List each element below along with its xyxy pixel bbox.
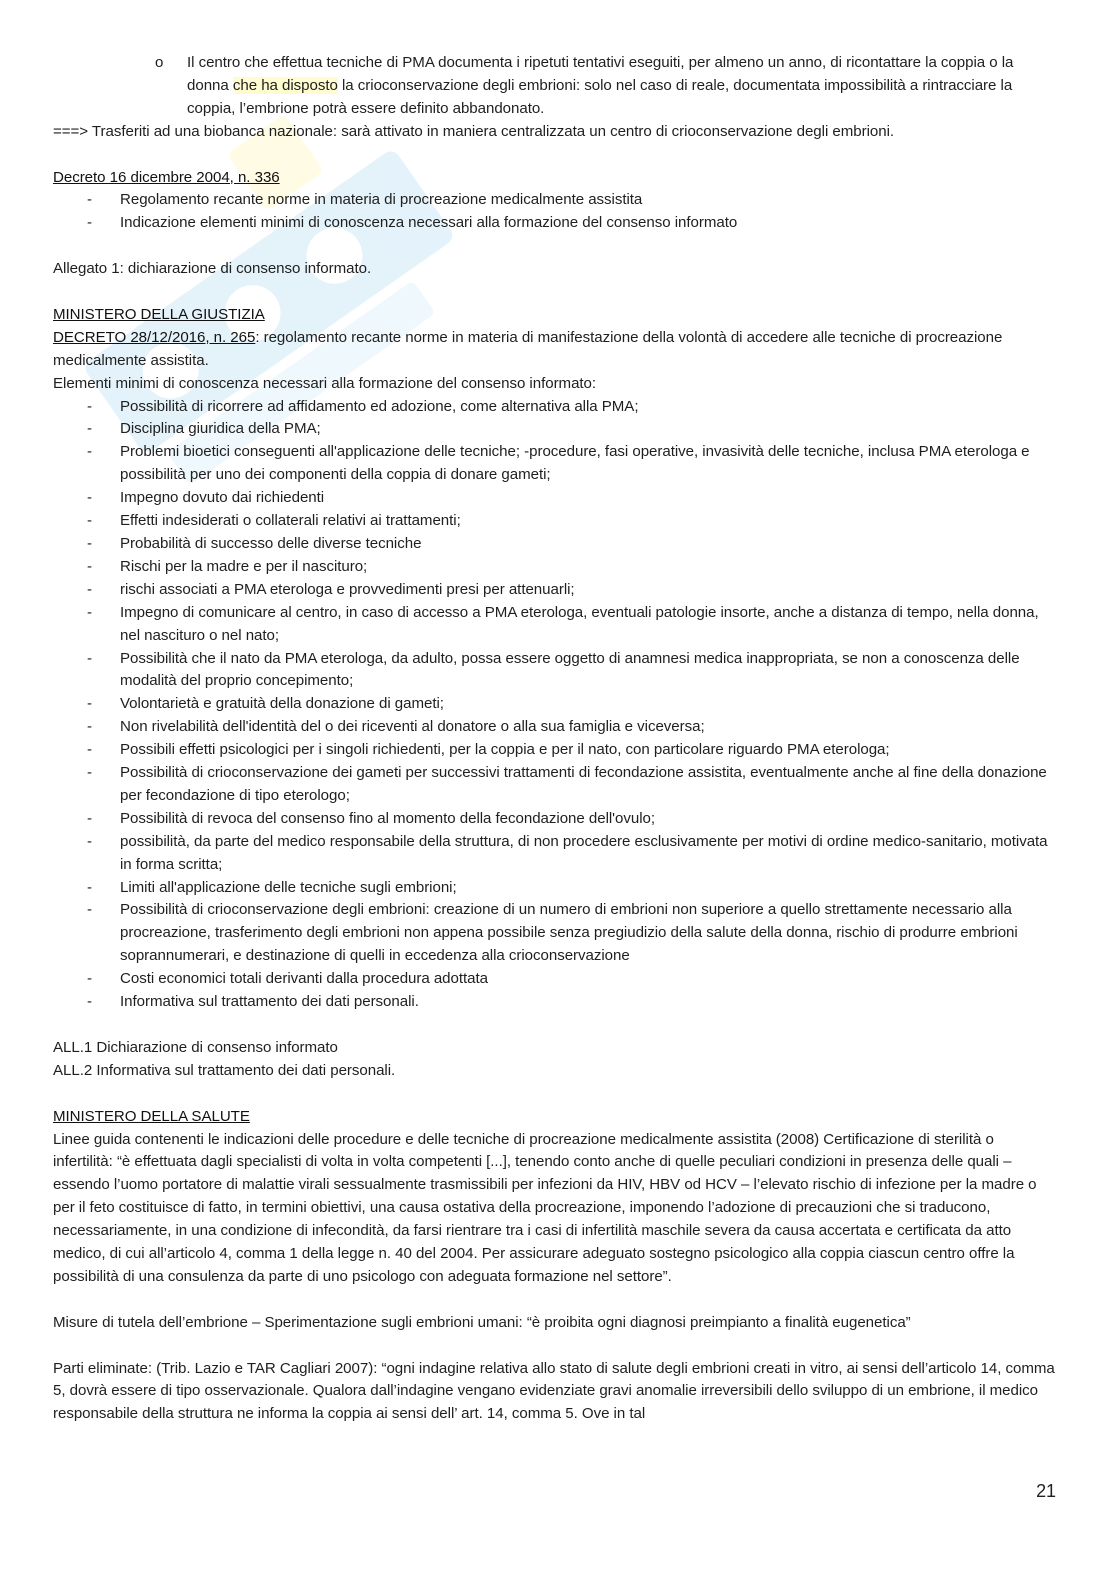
sub-bullet-marker: o [155, 54, 164, 71]
misure-tutela-paragraph: Misure di tutela dell’embrione – Sperimentazione sugli embrioni umani: “è proibita ogni diagnosi preimpianto a finalità eugenetica” [53, 1313, 911, 1331]
highlighted-text: che ha disposto [232, 76, 338, 94]
list-item-text: Limiti all'applicazione delle tecniche sugli embrioni; [120, 878, 457, 896]
list-item-text: Possibilità di ricorrere ad affidamento ed adozione, come alternativa alla PMA; [120, 397, 639, 415]
list-item [53, 579, 1056, 602]
dash-marker: - [87, 741, 92, 759]
list-item [53, 602, 1056, 648]
decreto-2016-text: : regolamento recante norme in materia di manifestazione della volontà di accedere alle tecniche di procreazione medicalmente assistita. [53, 328, 1003, 369]
list-item-text: Regolamento recante norme in materia di procreazione medicalmente assistita [120, 191, 643, 209]
elements-intro: Elementi minimi di conoscenza necessari alla formazione del consenso informato: [53, 374, 597, 392]
list-item-text: Possibilità di crioconservazione degli embrioni: creazione di un numero di embrioni non superiore a quello strettamente necessario alla procreazione, trasferimento degli embrioni non appena possibile senza pregiudizio della salute della donna, rischio di produrre embrioni soprannumerari, e destinazione di quelli in eccedenza alla crioconservazione [120, 901, 1018, 965]
dash-marker: - [87, 832, 92, 850]
list-item-text: Possibilità che il nato da PMA eterologa, da adulto, possa essere oggetto di anamnesi medica inappropriata, se non a conoscenza delle modalità del proprio concepimento; [120, 649, 1020, 690]
list-item-text: rischi associati a PMA eterologa e provvedimenti presi per attenuarli; [120, 580, 575, 598]
allegato-1-line: ALL.1 Dichiarazione di consenso informato [53, 1038, 338, 1056]
list-item [53, 808, 1056, 831]
list-item [53, 510, 1056, 533]
list-item-text: Rischi per la madre e per il nascituro; [120, 557, 368, 575]
list-item-text: possibilità, da parte del medico responsabile della struttura, di non procedere esclusivamente per motivi di ordine medico-sanitario, motivata in forma scritta; [120, 832, 1048, 873]
list-item-text: Effetti indesiderati o collaterali relativi ai trattamenti; [120, 512, 461, 530]
dash-marker: - [87, 603, 92, 621]
dash-marker: - [87, 443, 92, 461]
list-item [53, 877, 1056, 900]
dash-marker: - [87, 214, 92, 232]
sub-bullet-item [53, 52, 1056, 121]
decreto-2016-label: DECRETO 28/12/2016, n. 265 [53, 328, 256, 346]
list-item [53, 991, 1056, 1014]
list-item [53, 556, 1056, 579]
list-item-text: Problemi bioetici conseguenti all'applicazione delle tecniche; -procedure, fasi operative, invasività delle tecniche, inclusa PMA eterologa e possibilità per uno dei componenti della coppia di donare gameti; [120, 443, 1030, 484]
page-number: 21 [1036, 1481, 1056, 1501]
decreto-2016-paragraph [53, 327, 1056, 373]
list-item [53, 189, 1056, 212]
list-item [53, 693, 1056, 716]
list-item [53, 533, 1056, 556]
list-item-text: Non rivelabilità dell'identità del o dei riceventi al donatore o alla sua famiglia e viceversa; [120, 718, 705, 736]
document-content [53, 52, 1056, 1426]
list-item-text: Possibili effetti psicologici per i singoli richiedenti, per la coppia e per il nato, con particolare riguardo PMA eterologa; [120, 741, 890, 759]
list-item-text: Indicazione elementi minimi di conoscenza necessari alla formazione del consenso informato [120, 214, 738, 232]
list-item-text: Informativa sul trattamento dei dati personali. [120, 993, 419, 1011]
dash-marker: - [87, 878, 92, 896]
sub-bullet-text [187, 52, 1056, 121]
list-item [53, 487, 1056, 510]
dash-marker: - [87, 993, 92, 1011]
linee-guida-paragraph: Linee guida contenenti le indicazioni delle procedure e delle tecniche di procreazione medicalmente assistita (2008) Certificazione di sterilità o infertilità: “è effettuata dagli specialisti di volta in volta competenti [...], tenendo conto anche di quelle peculiari condizioni in presenza delle quali – essendo l’uomo portatore di malattie virali sessualmente trasmissibili per infezioni da HIV, HBV od HCV – l’elevato rischio di infezione per la madre o per il feto costituisce di fatto, in termini obiettivi, una causa ostativa della procreazione, imponendo l’adozione di precauzioni che si traducono, necessariamente, in una condizione di infecondità, da farsi rientrare tra i casi di infertilità maschile severa da causa accertata e certificata da atto medico, di cui all’articolo 4, comma 1 della legge n. 40 del 2004. Per assicurare adeguato sostegno psicologico alla coppia ciascun centro offre la possibilità di una consulenza da parte di uno psicologo con adeguata formazione nel settore”. [53, 1130, 1037, 1285]
list-item-text: Volontarietà e gratuità della donazione di gameti; [120, 695, 444, 713]
list-item [53, 441, 1056, 487]
dash-marker: - [87, 489, 92, 507]
dash-marker: - [87, 718, 92, 736]
list-item [53, 716, 1056, 739]
list-item [53, 212, 1056, 235]
decreto-2004-heading: Decreto 16 dicembre 2004, n. 336 [53, 168, 280, 186]
dash-marker: - [87, 901, 92, 919]
biobank-arrow-line: ===> Trasferiti ad una biobanca nazionale: sarà attivato in maniera centralizzata un centro di crioconservazione degli embrioni. [53, 122, 895, 140]
dash-marker: - [87, 191, 92, 209]
list-item [53, 968, 1056, 991]
list-item-text: Costi economici totali derivanti dalla procedura adottata [120, 970, 488, 988]
giustizia-heading: MINISTERO DELLA GIUSTIZIA [53, 305, 265, 323]
dash-marker: - [87, 512, 92, 530]
list-item [53, 739, 1056, 762]
dash-marker: - [87, 649, 92, 667]
allegato-line: Allegato 1: dichiarazione di consenso informato. [53, 260, 372, 278]
dash-marker: - [87, 420, 92, 438]
list-item-text: Probabilità di successo delle diverse tecniche [120, 534, 422, 552]
dash-marker: - [87, 397, 92, 415]
list-item [53, 648, 1056, 694]
consenso-elements-list [53, 396, 1056, 1014]
dash-marker: - [87, 580, 92, 598]
decreto-2004-list [53, 189, 1056, 235]
list-item-text: Possibilità di crioconservazione dei gameti per successivi trattamenti di fecondazione assistita, eventualmente anche al fine della donazione per fecondazione di tipo eterologo; [120, 764, 1047, 804]
dash-marker: - [87, 764, 92, 782]
list-item [53, 396, 1056, 419]
list-item-text: Impegno di comunicare al centro, in caso di accesso a PMA eterologa, eventuali patologie insorte, anche a distanza di tempo, nella donna, nel nascituro o nel nato; [120, 603, 1039, 644]
dash-marker: - [87, 557, 92, 575]
list-item [53, 762, 1056, 808]
list-item-text: Disciplina giuridica della PMA; [120, 420, 321, 438]
list-item-text: Impegno dovuto dai richiedenti [120, 489, 325, 507]
list-item [53, 418, 1056, 441]
sub-bullet-text-start: Il centro che effettua tecniche di PMA documenta i ripetuti tentativi eseguiti, per almeno un anno, di ricontattare la coppia o la donna [187, 54, 1014, 94]
dash-marker: - [87, 809, 92, 827]
sub-bullet-text-end: la crioconservazione degli embrioni: solo nel caso di reale, documentata impossibilità a rintracciare la coppia, l’embrione potrà essere definito abbandonato. [187, 76, 1013, 117]
salute-heading: MINISTERO DELLA SALUTE [53, 1107, 250, 1125]
list-item-text: Possibilità di revoca del consenso fino al momento della fecondazione dell'ovulo; [120, 809, 655, 827]
dash-marker: - [87, 534, 92, 552]
dash-marker: - [87, 970, 92, 988]
list-item [53, 831, 1056, 877]
parti-eliminate-paragraph: Parti eliminate: (Trib. Lazio e TAR Cagliari 2007): “ogni indagine relativa allo stato di salute degli embrioni creati in vitro, ai sensi dell’articolo 14, comma 5, dovrà essere di tipo osservazionale. Qualora dall’indagine vengano evidenziate gravi anomalie irreversibili dello sviluppo di un embrione, il medico responsabile della struttura ne informa la coppia ai sensi dell’ art. 14, comma 5. Ove in tal [53, 1359, 1055, 1423]
allegato-2-line: ALL.2 Informativa sul trattamento dei dati personali. [53, 1061, 396, 1079]
list-item [53, 899, 1056, 968]
dash-marker: - [87, 695, 92, 713]
